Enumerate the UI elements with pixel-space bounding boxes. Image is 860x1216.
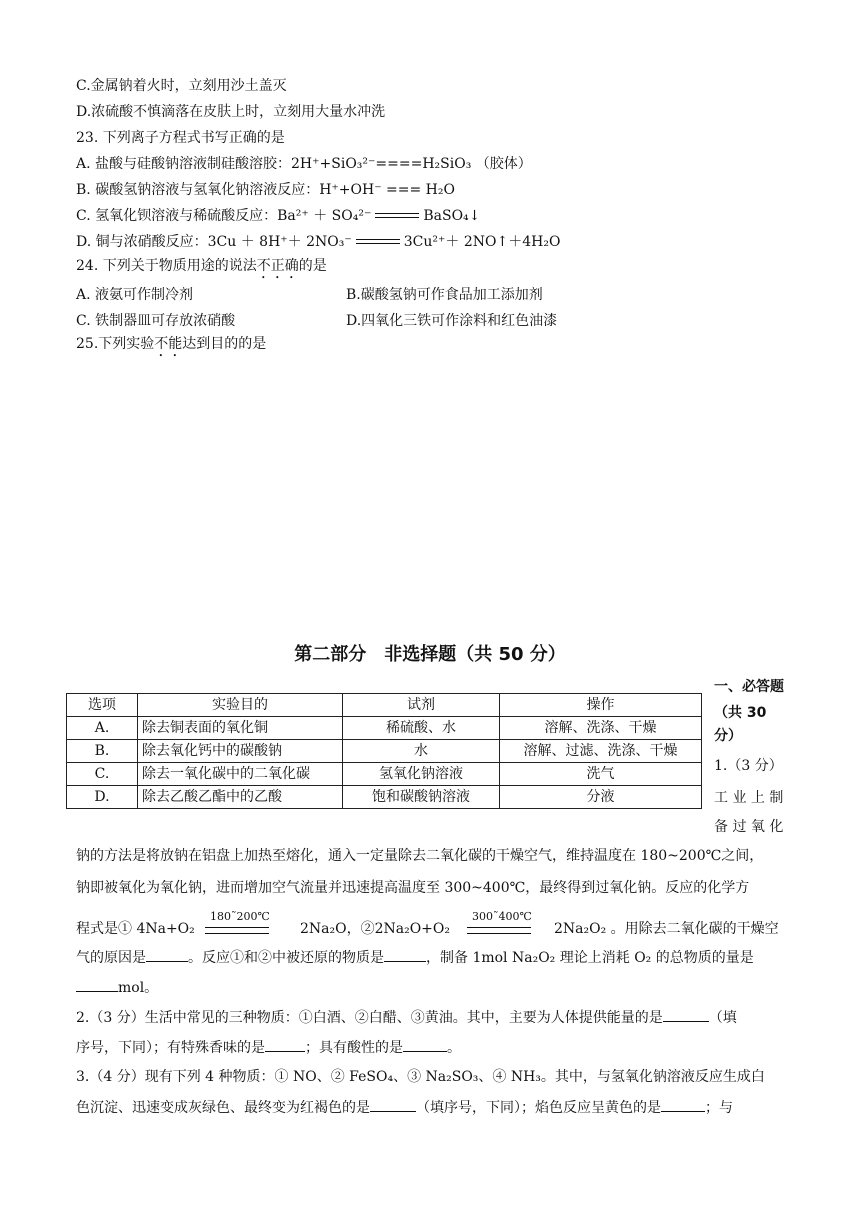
table-cell: C. [67,763,138,786]
section-title: 第二部分 非选择题（共 50 分） [294,644,566,665]
table-cell: 洗气 [500,763,702,786]
table-header: 试剂 [343,694,500,717]
answer-blank[interactable] [146,947,188,962]
condition-2: 300˜400℃ [472,910,532,923]
side-q1-text: 备 过 氧 化 [714,819,784,835]
table-cell: 氢氧化钠溶液 [343,763,500,786]
q22-option-d: D.浓硫酸不慎滴落在皮肤上时，立刻用大量水冲洗 [76,104,386,120]
q2-text: ；具有酸性的是 [305,1040,403,1056]
q2-line [76,1037,461,1058]
answer-blank[interactable] [661,1097,705,1112]
q23-c-left: C. 氢氧化钡溶液与稀硫酸反应：Ba²⁺ ＋ SO₄²⁻ [76,208,372,224]
q24-option-a: A. 液氨可作制冷剂 [76,287,194,303]
table-cell: A. [67,717,138,740]
q23-option-b: B. 碳酸氢钠溶液与氢氧化钠溶液反应：H⁺+OH⁻ === H₂O [76,182,455,198]
q25-stem-emphasis: 不能 [154,336,183,352]
q24-stem-pre: 24. 下列关于物质用途的说法 [76,258,257,274]
q23-c-right: BaSO₄↓ [423,208,481,224]
table-cell: 溶解、洗涤、干燥 [500,717,702,740]
q24-option-c: C. 铁制器皿可存放浓硝酸 [76,313,236,329]
q23-option-a: A. 盐酸与硅酸钠溶液制硅酸溶胶：2H⁺+SiO₃²⁻====H₂SiO₃ （胶体） [76,156,532,172]
q3-text: 色沉淀、迅速变成灰绿色、最终变为红褐色的是 [76,1100,370,1116]
q24-option-b: B.碳酸氢钠可作食品加工添加剂 [346,287,543,303]
equals-bar-icon [356,238,400,246]
answer-blank[interactable] [265,1037,305,1052]
q1-line: 钠的方法是将放钠在铝盘上加热至熔化，通入一定量除去二氧化碳的干燥空气，维持温度在 180~200℃之间， [76,848,764,864]
q23-d-right: 3Cu²⁺＋ 2NO↑＋4H₂O [403,234,561,250]
answer-blank[interactable] [76,977,118,992]
q1-eq-left: 程式是① 4Na+O₂ [76,921,195,937]
side-part-score-end: 分） [714,728,742,744]
side-part-label: 一、必答题 [714,679,784,695]
condition-1: 180˜200℃ [210,910,270,923]
q1-text: 。反应①和②中被还原的物质是 [188,950,384,966]
q24-option-d: D.四氧化三铁可作涂料和红色油漆 [346,313,558,329]
table-row [67,786,702,809]
q24-stem-emphasis: 不正确 [256,258,299,274]
table-cell: 除去一氧化碳中的二氧化碳 [138,763,343,786]
q24-stem-post: 的是 [298,258,327,274]
equals-bar-icon [467,927,531,934]
q1-line [76,977,158,998]
table-cell: 分液 [500,786,702,809]
equals-bar-icon [375,212,419,220]
q1-eq-right: 2Na₂O₂ 。用除去二氧化碳的干燥空 [554,921,779,937]
table-header: 实验目的 [138,694,343,717]
answer-blank[interactable] [663,1007,709,1022]
table-cell: 除去铜表面的氧化铜 [138,717,343,740]
q22-option-c: C.金属钠着火时，立刻用沙土盖灭 [76,78,287,94]
side-q1-text: 工 业 上 制 [714,790,784,806]
equals-bar-icon [205,927,269,934]
table-cell: 稀硫酸、水 [343,717,500,740]
q1-text: mol。 [118,980,159,996]
answer-blank[interactable] [384,947,426,962]
table-cell: 除去氧化钙中的碳酸钠 [138,740,343,763]
q23-option-c [76,206,480,226]
table-header: 选项 [67,694,138,717]
q3-line: 3.（4 分）现有下列 4 种物质：① NO、② FeSO₄、③ Na₂SO₃、④ NH₃。其中，与氢氧化钠溶液反应生成白 [76,1069,765,1085]
table-row [67,763,702,786]
table-cell: 除去乙酸乙酯中的乙酸 [138,786,343,809]
q1-text: 气的原因是 [76,950,146,966]
q3-line [76,1097,733,1118]
q3-text: ；与 [705,1100,733,1116]
q25-stem [76,334,266,360]
experiment-table [66,693,702,809]
answer-blank[interactable] [403,1037,447,1052]
q1-line [76,947,754,968]
table-cell: 饱和碳酸钠溶液 [343,786,500,809]
table-header-row [67,694,702,717]
table-cell: 溶解、过滤、洗涤、干燥 [500,740,702,763]
q2-text: （填 [708,1010,737,1026]
answer-blank[interactable] [370,1097,416,1112]
q1-text: ，制备 1mol Na₂O₂ 理论上消耗 O₂ 的总物质的量是 [426,950,754,966]
table-cell: D. [67,786,138,809]
q23-stem: 23. 下列离子方程式书写正确的是 [76,130,285,146]
q2-text: 序号，下同）；有特殊香味的是 [76,1040,265,1056]
side-part-score: （共 30 [714,705,767,721]
q25-stem-pre: 25.下列实验 [76,336,155,352]
q24-stem [76,256,327,282]
q2-text: 。 [447,1040,461,1056]
table-row [67,717,702,740]
q1-line: 钠即被氧化为氧化钠，进而增加空气流量并迅速提高温度至 300~400℃，最终得到过氧化钠。反应的化学方 [76,880,750,896]
q23-option-d [76,232,560,252]
q2-line [76,1007,737,1028]
q25-stem-post: 达到目的的是 [182,336,267,352]
q23-d-left: D. 铜与浓硝酸反应：3Cu ＋ 8H⁺＋ 2NO₃⁻ [76,234,352,250]
table-header: 操作 [500,694,702,717]
table-cell: B. [67,740,138,763]
table-cell: 水 [343,740,500,763]
table-row [67,740,702,763]
q2-text: 2.（3 分）生活中常见的三种物质：①白酒、②白醋、③黄油。其中，主要为人体提供能量的是 [76,1010,663,1026]
q1-eq-mid: 2Na₂O，②2Na₂O+O₂ [300,921,451,937]
q3-text: （填序号，下同）；焰色反应呈黄色的是 [416,1100,661,1116]
side-q1-label: 1.（3 分） [714,758,783,774]
